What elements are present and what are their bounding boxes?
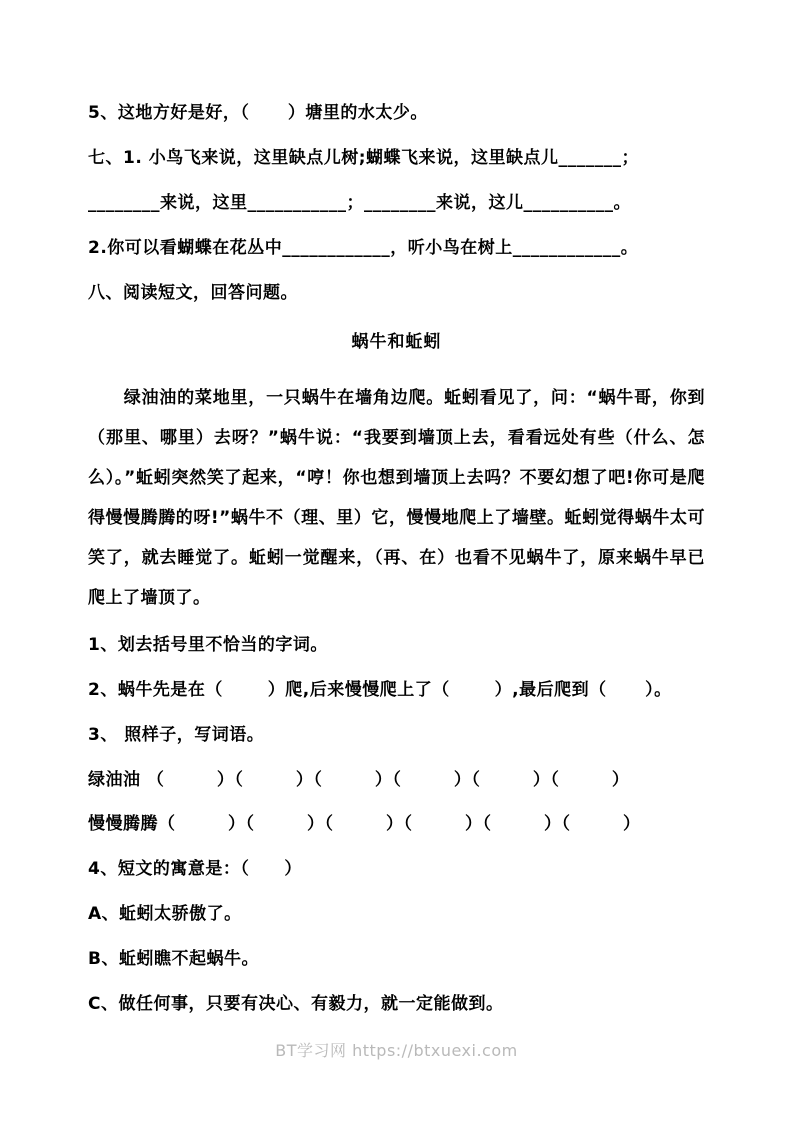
reading-passage-title: 蜗牛和蚯蚓	[351, 331, 442, 352]
example-word-line-1: 绿油油 （ ）（ ）（ ）（ ）（ ）（ ）	[88, 769, 630, 790]
question-5-line: 5、这地方好是好，（ ）塘里的水太少。	[88, 103, 428, 123]
footer-watermark	[0, 1038, 793, 1061]
section-7-question-1-continuation: ________来说，这里___________；________来说，这儿__________。	[88, 192, 631, 213]
section-7-question-1-line: 七、1. 小鸟飞来说，这里缺点儿树;蝴蝶飞来说，这里缺点儿_______；	[88, 147, 640, 168]
example-word-line-2: 慢慢腾腾（ ）（ ）（ ）（ ）（ ）（ ）	[88, 814, 641, 835]
choice-b: B、蚯蚓瞧不起蜗牛。	[88, 949, 259, 970]
reading-passage-body: 绿油油的菜地里，一只蜗牛在墙角边爬。蚯蚓看见了，问：“蜗牛哥，你到（那里、哪里）去呀？”蜗牛说：“我要到墙顶上去，看看远处有些（什么、怎么）。”蚯蚓突然笑了起来，“哼！你也想到墙顶上去吗？不要幻想了吧!你可是爬得慢慢腾腾的呀!”蜗牛不（理、里）它，慢慢地爬上了墙壁。蚯蚓觉得蜗牛太可笑了，就去睡觉了。蚯蚓一觉醒来，（再、在）也看不见蜗牛了，原来蜗牛早已爬上了墙顶了。	[88, 387, 705, 608]
section-7-question-2-line: 2.你可以看蝴蝶在花丛中____________，听小鸟在树上____________。	[88, 237, 639, 258]
choice-c: C、做任何事，只要有决心、有毅力，就一定能做到。	[88, 994, 504, 1015]
choice-a: A、蚯蚓太骄傲了。	[88, 904, 242, 925]
reading-question-2: 2、蜗牛先是在（ ）爬,后来慢慢爬上了（ ）,最后爬到（ ）。	[88, 679, 672, 700]
reading-question-4: 4、短文的寓意是：（ ）	[88, 859, 302, 880]
footer-watermark-text: BT学习网 https://btxuexi.com	[275, 1041, 518, 1060]
reading-question-1: 1、划去括号里不恰当的字词。	[88, 634, 328, 655]
section-8-heading: 八、阅读短文，回答问题。	[88, 282, 298, 303]
reading-question-3: 3、 照样子，写词语。	[88, 724, 265, 745]
